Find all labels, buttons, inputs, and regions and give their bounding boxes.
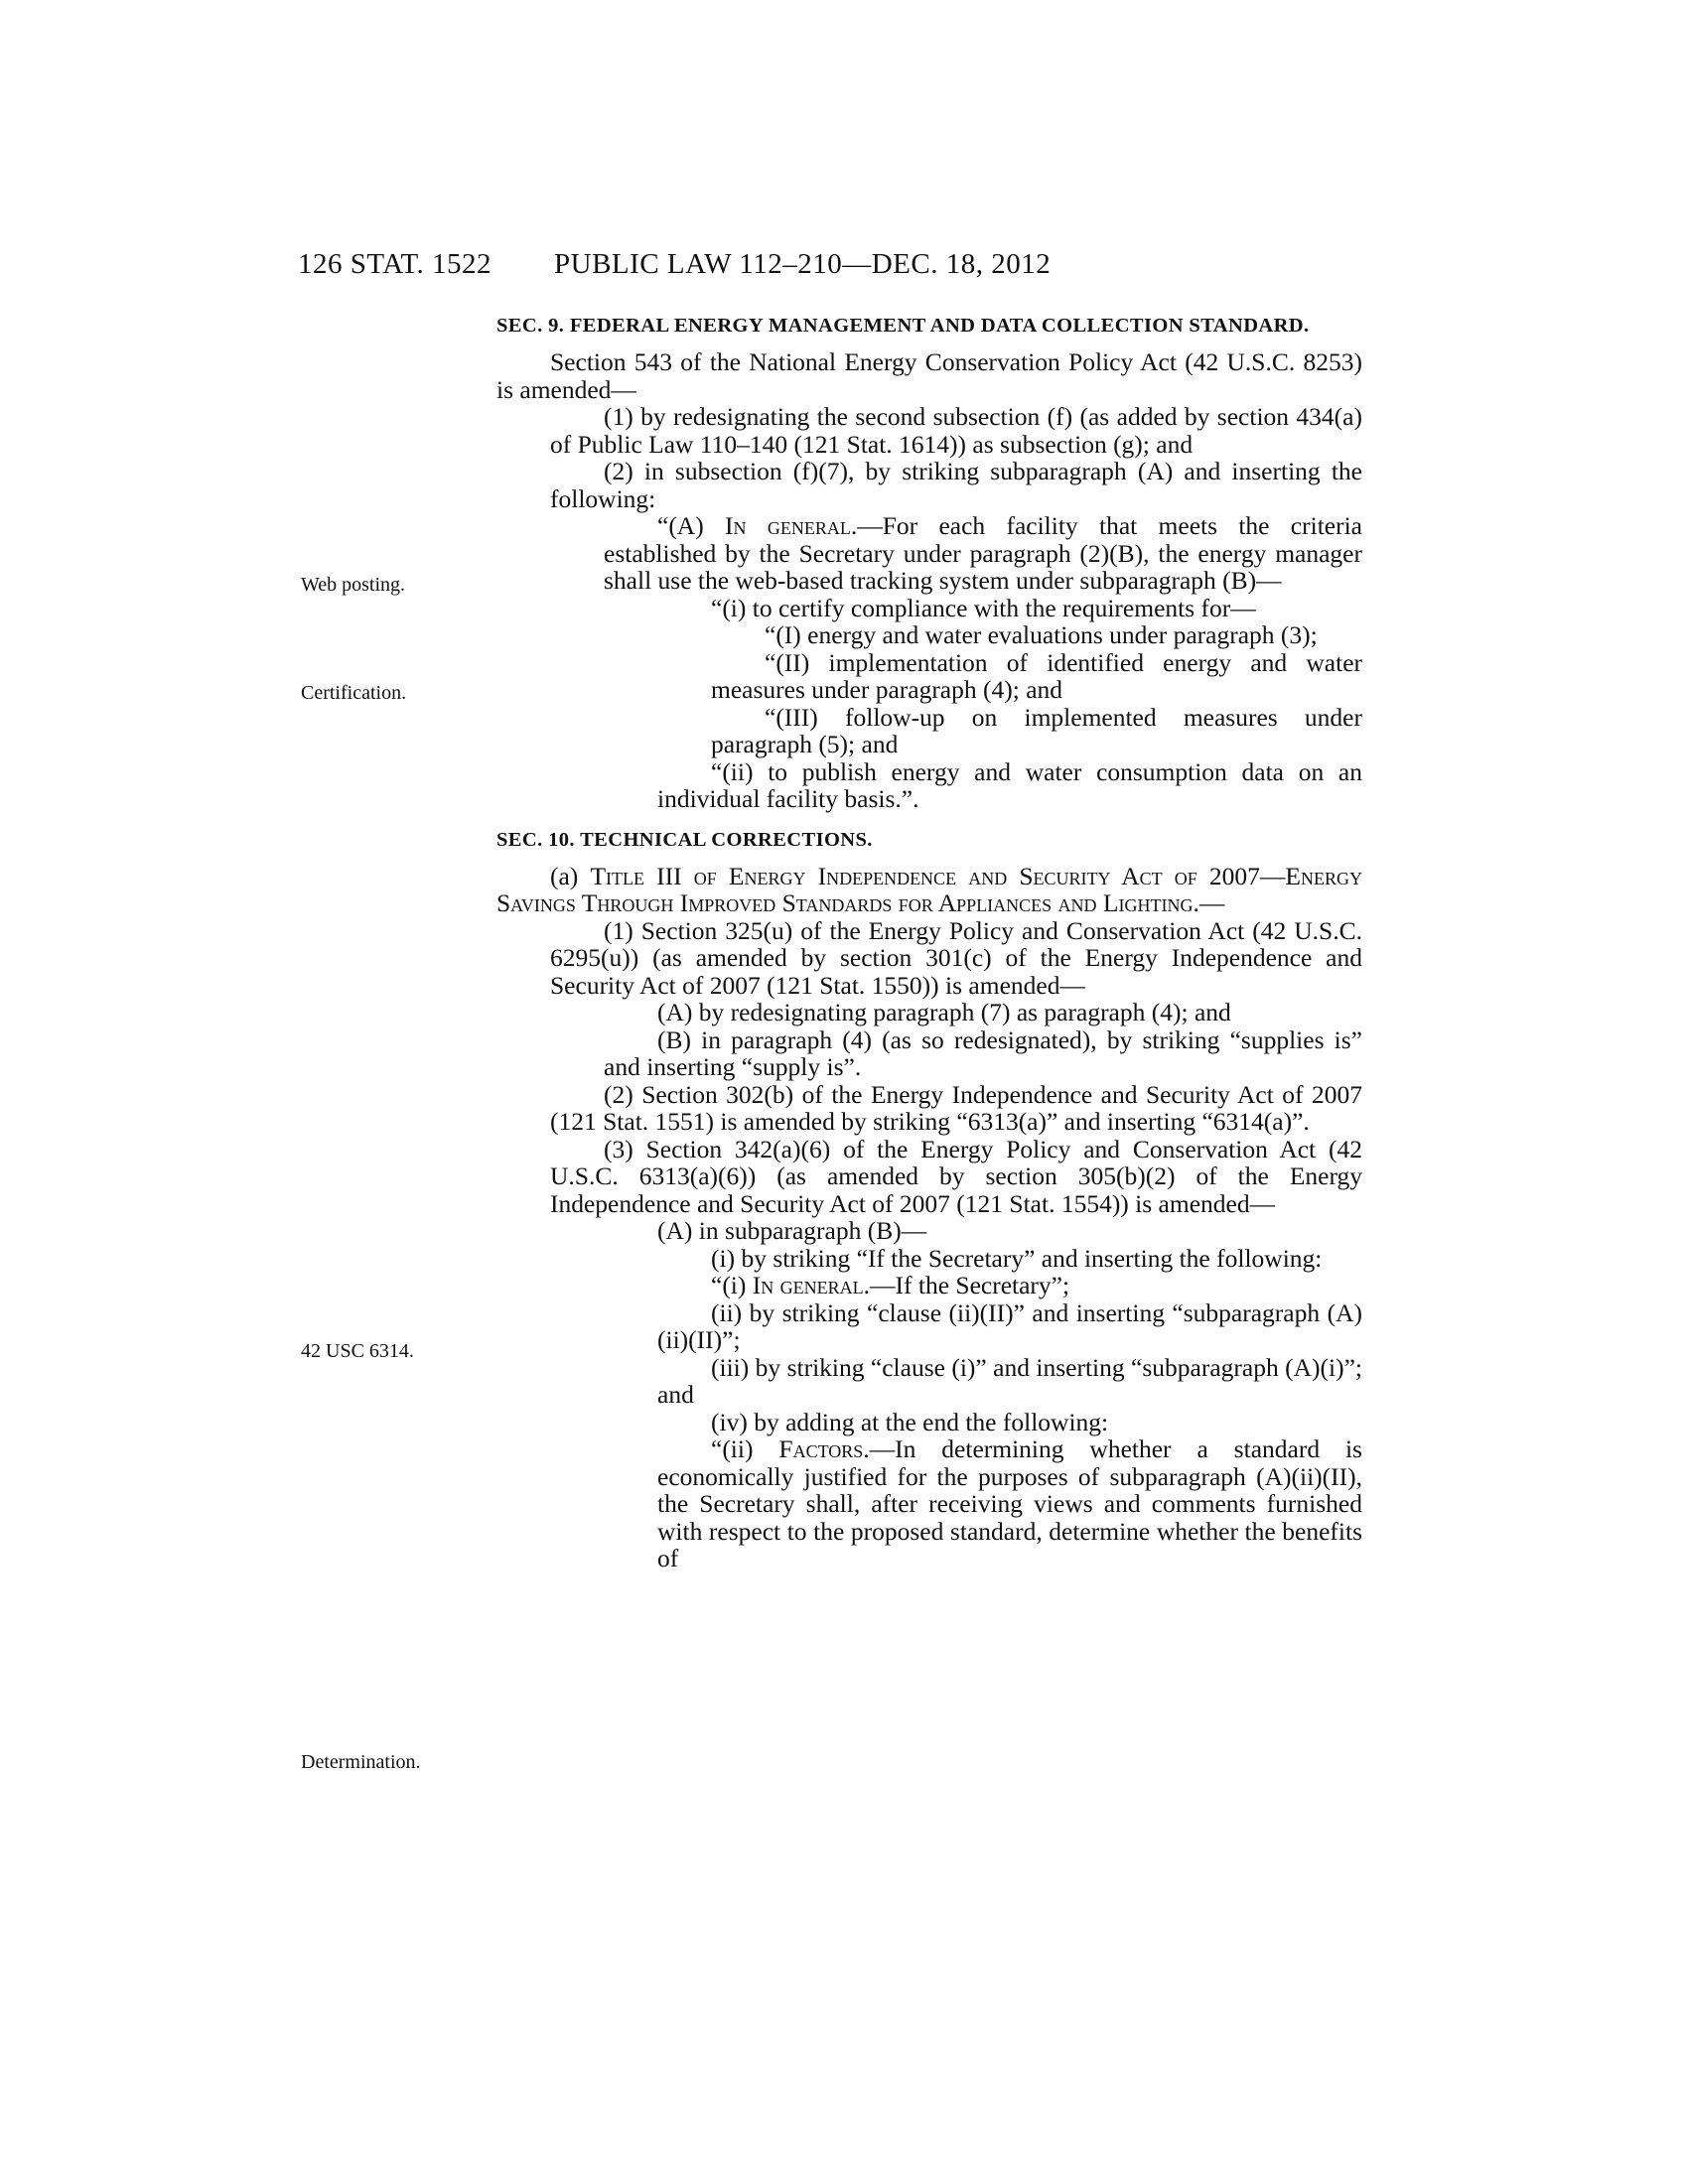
section-9-clause-i: “(i) to certify compliance with the requirements for— [711, 593, 1256, 622]
section-10-para-3-A-i: (i) by striking “If the Secretary” and inserting the following: [711, 1243, 1323, 1273]
running-title: PUBLIC LAW 112–210—DEC. 18, 2012 [554, 248, 1052, 280]
subpara-a-text: .—For each facility that meets the criteria established by the Secretary under paragraph (2)(B), the energy manager shall use the web-based tracking system under subparagraph (B)— [604, 511, 1362, 595]
section-9-para-2: (2) in subsection (f)(7), by striking subparagraph (A) and inserting the following: [550, 457, 1362, 513]
quote-open: “(i) [711, 1271, 753, 1299]
page-number: 126 STAT. 1522 [298, 248, 492, 280]
subpara-a-heading: In general [725, 511, 851, 540]
factors-text: .—In determining whether a standard is economically justified for the purposes of subparagraph (A)(ii)(II), the Secretary shall, after receiving views and comments furnished with respect to the proposed standard, determine whether the benefits of [657, 1434, 1362, 1572]
section-10-para-1-B: (B) in paragraph (4) (as so redesignated), by striking “supplies is” and inserting “supply is”. [604, 1024, 1362, 1081]
section-10-heading: SEC. 10. TECHNICAL CORRECTIONS. [496, 828, 873, 851]
subsection-a-open: (a) [550, 861, 591, 890]
section-10-para-3-A-ii: (ii) by striking “clause (ii)(II)” and inserting “subparagraph (A)(ii)(II)”; [657, 1297, 1362, 1354]
section-10-para-3-A-iii: (iii) by striking “clause (i)” and inserting “subparagraph (A)(i)”; and [657, 1352, 1362, 1409]
section-10-quote-in-general [496, 1272, 1362, 1299]
margin-note-web-posting: Web posting. [301, 574, 406, 596]
section-9-subclause-I: “(I) energy and water evaluations under paragraph (3); [765, 620, 1318, 649]
quote-heading: In general [752, 1271, 864, 1299]
section-9-heading: SEC. 9. FEDERAL ENERGY MANAGEMENT AND DATA COLLECTION STANDARD. [496, 315, 1310, 337]
section-9-subclause-II: “(II) implementation of identified energy and water measures under paragraph (4); and [711, 647, 1362, 704]
subsection-a-heading: Title III of Energy Independence and Security Act of 2007—Energy Savings Through Improved Standards for Appliances and Lighting [496, 861, 1362, 917]
margin-note-determination: Determination. [301, 1751, 421, 1773]
page-header [298, 248, 1362, 288]
margin-note-usc: 42 USC 6314. [301, 1340, 414, 1362]
section-10-para-2: (2) Section 302(b) of the Energy Independence and Security Act of 2007 (121 Stat. 1551) is amended by striking “6313(a)” and inserting “6314(a)”. [550, 1079, 1362, 1136]
section-10-para-3-A-iv: (iv) by adding at the end the following: [711, 1407, 1109, 1436]
section-10-para-3-A: (A) in subparagraph (B)— [657, 1216, 927, 1245]
section-10-factors [496, 1435, 1362, 1572]
section-9-intro: Section 543 of the National Energy Conservation Policy Act (42 U.S.C. 8253) is amended— [496, 347, 1362, 404]
section-9-subclause-III: “(III) follow-up on implemented measures under paragraph (5); and [711, 702, 1362, 758]
document-body [496, 313, 1362, 1572]
section-10-para-1-A: (A) by redesignating paragraph (7) as paragraph (4); and [657, 998, 1231, 1026]
section-9-para-1: (1) by redesignating the second subsection (f) (as added by section 434(a) of Public Law 110–140 (121 Stat. 1614)) as subsection (g); and [550, 402, 1362, 459]
factors-open: “(ii) [711, 1434, 779, 1463]
factors-heading: Factors [778, 1434, 864, 1463]
section-9-subpara-a [496, 512, 1362, 595]
section-9-clause-ii: “(ii) to publish energy and water consumption data on an individual facility basis.”. [657, 756, 1362, 813]
subpara-a-open: “(A) [657, 511, 726, 540]
section-10-subsection-a [496, 863, 1362, 917]
margin-note-certification: Certification. [301, 682, 407, 704]
subsection-a-close: .— [1193, 888, 1225, 917]
quote-text: .—If the Secretary”; [863, 1271, 1070, 1299]
section-10-para-1: (1) Section 325(u) of the Energy Policy and Conservation Act (42 U.S.C. 6295(u)) (as amended by section 301(c) of the Energy Independence and Security Act of 2007 (121 Stat. 1550)) is amended— [550, 915, 1362, 1000]
section-10-para-3: (3) Section 342(a)(6) of the Energy Policy and Conservation Act (42 U.S.C. 6313(a)(6)) (as amended by section 305(b)(2) of the Energy Independence and Security Act of 2007 (121 Stat. 1554)) is amended— [550, 1134, 1362, 1218]
